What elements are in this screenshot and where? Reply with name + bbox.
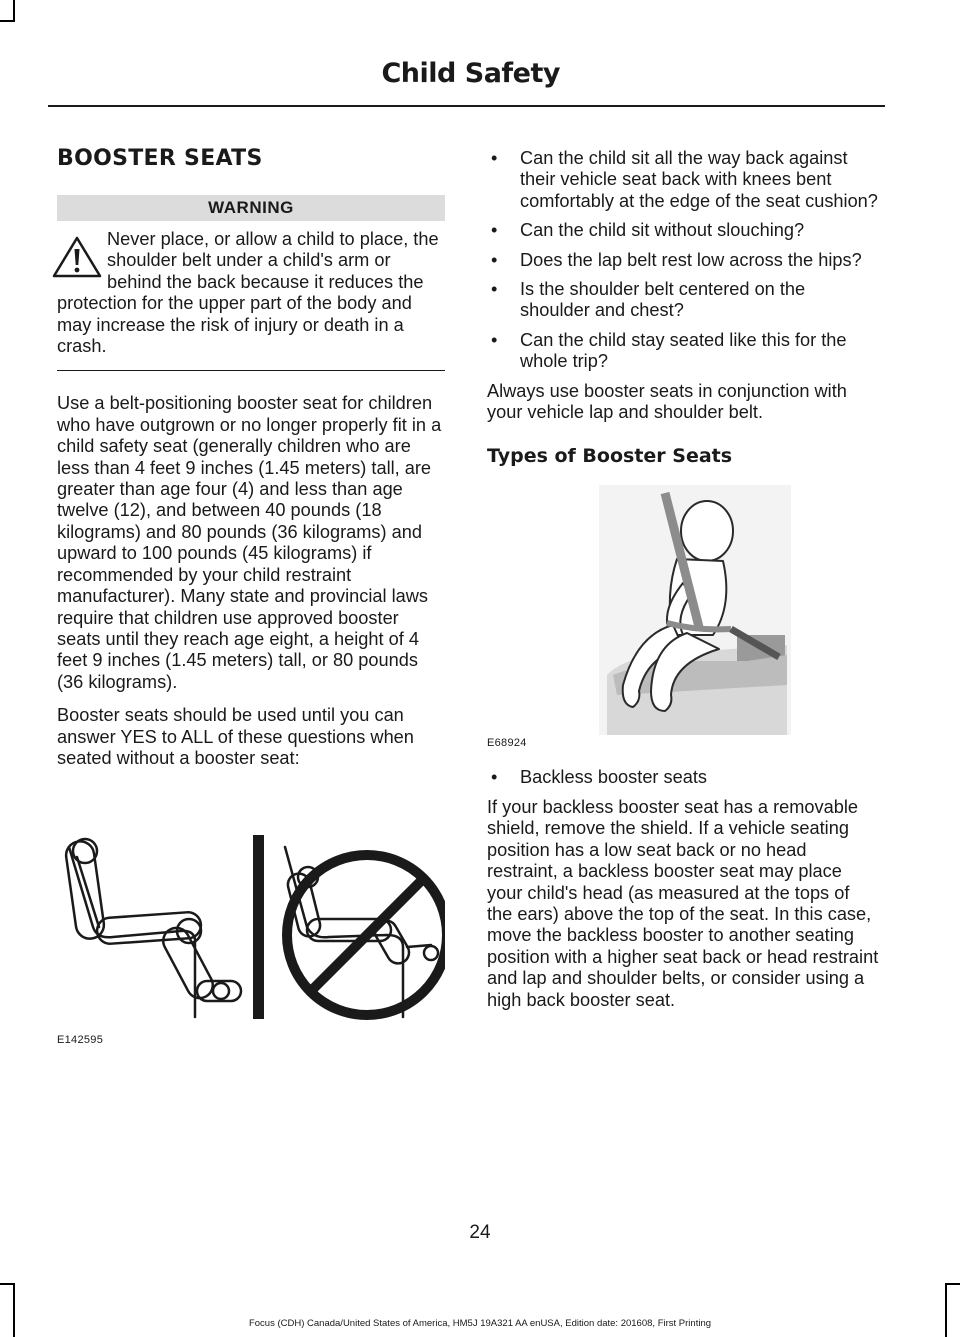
section-title: BOOSTER SEATS (57, 146, 263, 171)
list-item: • Can the child sit all the way back against their vehicle seat back with knees bent comfortably at the edge of the seat cushion? (487, 148, 879, 212)
crop-mark (13, 0, 15, 22)
warning-box (57, 195, 445, 371)
seat-fit-figure (57, 827, 445, 1062)
backless-booster-figure (487, 485, 879, 753)
list-item: • Is the shoulder belt centered on the shoulder and chest? (487, 279, 879, 322)
fit-questions-list (487, 148, 879, 373)
header-rule (48, 105, 885, 107)
types-subheading: Types of Booster Seats (487, 445, 733, 468)
left-column (57, 140, 445, 1062)
figure-label: E68924 (487, 737, 527, 750)
page-header-title: Child Safety (381, 58, 560, 89)
booster-types-list (487, 767, 879, 788)
booster-intro-paragraph: Use a belt-positioning booster seat for children who have outgrown or no longer properly fit in a child safety seat (generally children who are less than 4 feet 9 inches (1.45 meters) tall, are greater than age four (4) and less than age twelve (12), and between 40 pounds (18 kilograms) and 80 pounds (36 kilograms) and upward to 100 pounds (45 kilograms) if recommended by your child restraint manufacturer). Many state and provincial laws require that children use approved booster seats until they reach age eight, a height of 4 feet 9 inches (1.45 meters) tall, or 80 pounds (36 kilograms). (57, 393, 442, 692)
warning-heading: WARNING (57, 195, 445, 221)
crop-mark (0, 1283, 15, 1285)
crop-mark (945, 1283, 960, 1285)
warning-text: Never place, or allow a child to place, the shoulder belt under a child's arm or behind the back because it reduces the protection for the upper part of the body and may increase the risk of injury or death in a crash. (57, 229, 439, 357)
figure-divider (253, 835, 264, 1019)
always-use-paragraph: Always use booster seats in conjunction with your vehicle lap and shoulder belt. (487, 380, 847, 423)
warning-body (57, 229, 445, 357)
backless-booster-paragraph: If your backless booster seat has a removable shield, remove the shield. If a vehicle seating position has a low seat back or no head restraint, a backless booster seat may place your child's head (as measured at the tops of the ears) above the top of the seat. In this case, move the backless booster to another seating position with a higher seat back or head restraint and lap and shoulder belts, or consider using a high back booster seat. (487, 796, 879, 1010)
booster-usage-paragraph: Booster seats should be used until you can answer YES to ALL of these questions when seated without a booster seat: (57, 705, 414, 768)
list-item: • Backless booster seats (487, 767, 879, 788)
list-item: • Can the child stay seated like this for the whole trip? (487, 330, 879, 373)
backless-booster-illustration (487, 485, 879, 735)
correct-fit-seat-icon (64, 839, 241, 1017)
seat-fit-illustration (57, 827, 445, 1027)
list-item: • Does the lap belt rest low across the hips? (487, 250, 879, 271)
figure-label: E142595 (57, 1034, 104, 1047)
list-item: • Can the child sit without slouching? (487, 220, 879, 241)
warning-triangle-icon (51, 235, 103, 279)
page-footer: Focus (CDH) Canada/United States of America, HM5J 19A321 AA enUSA, Edition date: 201608, First Printing (248, 1318, 712, 1329)
page-number: 24 (469, 1222, 491, 1243)
warning-divider (57, 370, 445, 371)
right-column (487, 148, 879, 1023)
crop-mark (0, 20, 15, 22)
